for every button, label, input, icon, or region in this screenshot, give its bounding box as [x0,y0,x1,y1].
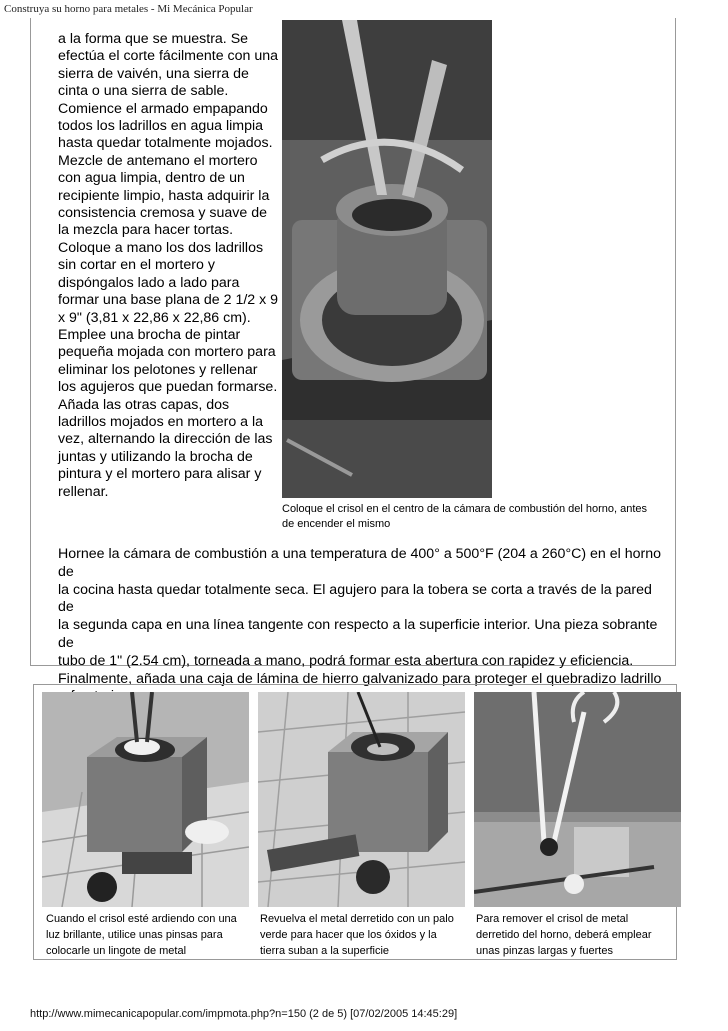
removing-crucible-photo [474,692,681,907]
photo-caption: Coloque el crisol en el centro de la cámara de combustión del horno, antes de encender el mismo [282,503,648,530]
crucible-tongs-photo [42,692,249,907]
stirring-metal-photo [258,692,465,907]
footer-url: http://www.mimecanicapopular.com/impmota.php?n=150 (2 de 5) [07/02/2005 14:45:29] [30,1008,458,1020]
crucible-in-furnace-photo [282,20,492,498]
photo-caption-1: Cuando el crisol esté ardiendo con una luz brillante, utilice unas pinsas para colocarle un lingote de metal [46,913,237,957]
photo-caption-2: Revuelva el metal derretido con un palo verde para hacer que los óxidos y la tierra suban a la superficie [260,913,454,957]
article-left-column-text: a la forma que se muestra. Se efectúa el corte fácilmente con una sierra de vaivén, una sierra de cinta o una sierra de sable. Comience el armado empapando todos los ladrillos en agua limpia hasta quedar totalmente mojados. Mezcle de antemano el mortero con agua limpia, dentro de un recipiente limpio, hasta adquirir la consistencia cremosa y suave de la mezcla para hacer tortas. Coloque a mano los dos ladrillos sin cortar en el mortero y dispóngalos lado a lado para formar una base plana de 2 1/2 x 9 x 9" (3,81 x 22,86 x 22,86 cm). Emplee una brocha de pintar pequeña mojada con mortero para eliminar los pelotones y rellenar los agujeros que puedan formarse. Añada las otras capas, dos ladrillos mojados en mortero a la vez, alternando la dirección de las juntas y utilizando la brocha de pintura y el mortero para alisar y rellenar. [58,31,279,500]
photo-caption-3: Para remover el crisol de metal derretido del horno, deberá emplear unas pinzas largas y fuertes [476,913,652,957]
page-title: Construya su horno para metales - Mi Mecánica Popular [4,3,253,15]
article-paragraph: Hornee la cámara de combustión a una temperatura de 400° a 500°F (204 a 260°C) en el horno de la cocina hasta quedar totalmente seca. El agujero para la tobera se corta a través de la pared de la segunda capa en una línea tangente con respecto a la superficie interior. Una pieza sobrante de tubo de 1" (2.54 cm), torneada a mano, podrá formar esta abertura con rapidez y eficiencia. Finalmente, añada una caja de lámina de hierro galvanizado para proteger el quebradizo ladrillo [58,546,662,687]
